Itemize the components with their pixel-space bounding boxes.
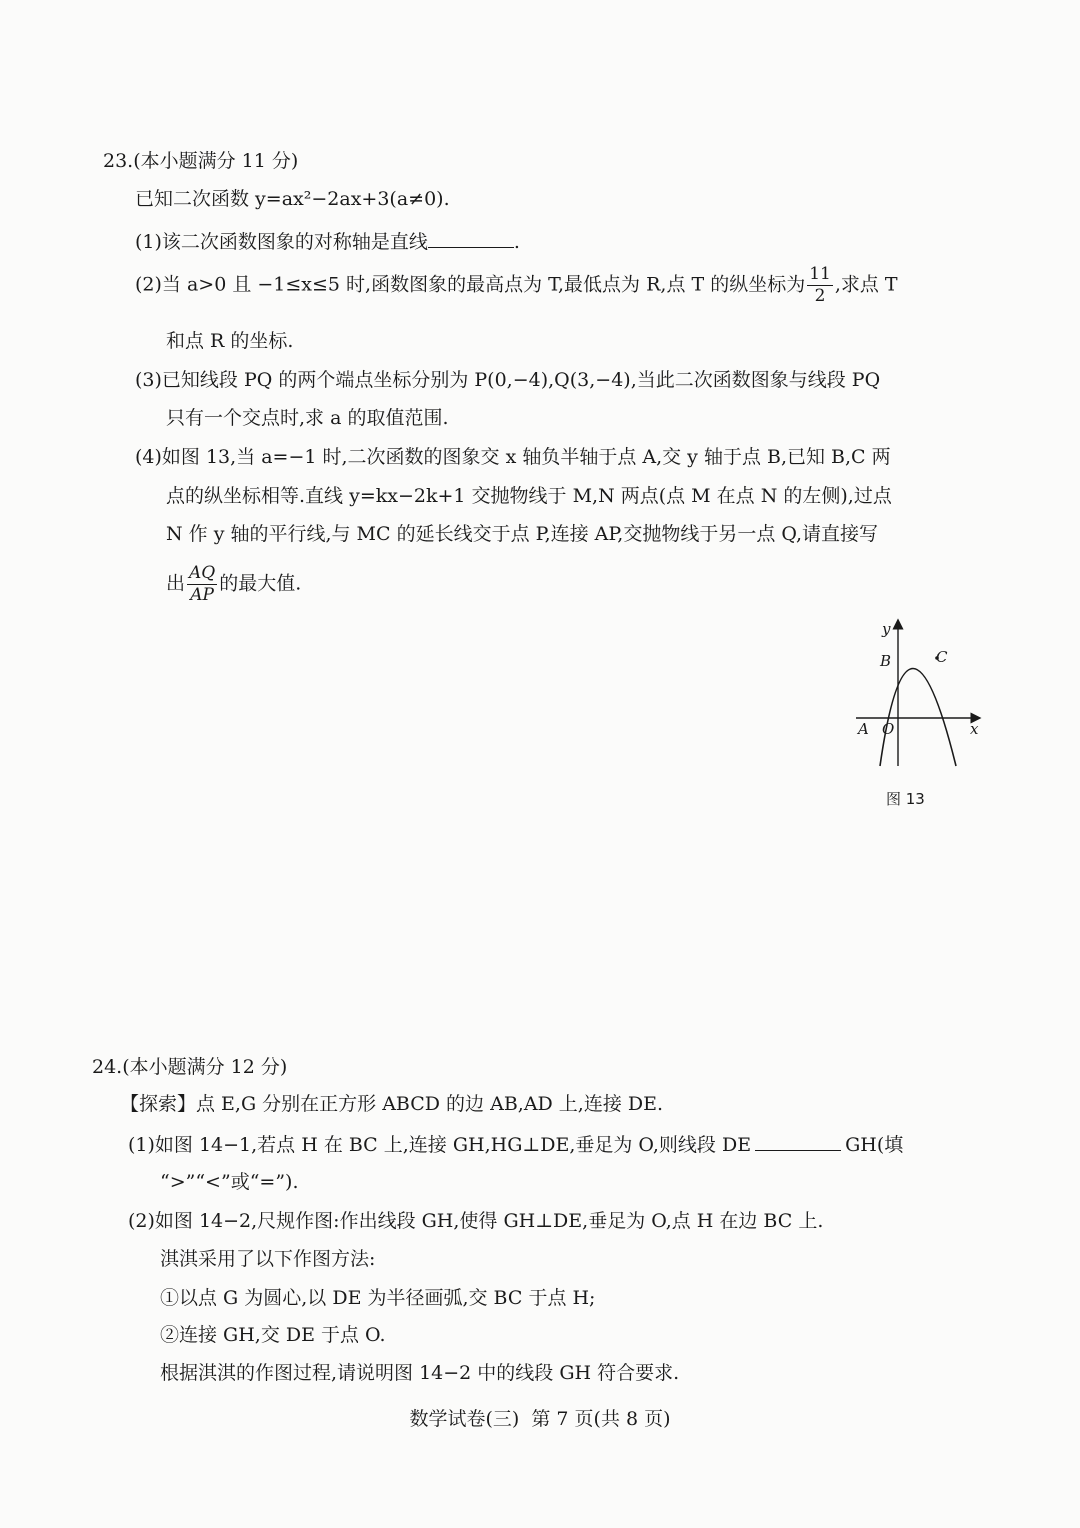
point-a-label: A bbox=[858, 720, 869, 738]
point-c-label: C bbox=[936, 648, 948, 666]
parabola-curve bbox=[880, 669, 956, 767]
q23-header: 23.(本小题满分 11 分) bbox=[103, 150, 299, 172]
page-footer: 数学试卷(三) 第 7 页(共 8 页) bbox=[409, 1408, 671, 1430]
q23-intro: 已知二次函数 y=ax²−2ax+3(a≠0). bbox=[135, 188, 450, 210]
q24-part1-text-b: GH(填 bbox=[845, 1134, 904, 1156]
fraction-eleven-halves bbox=[807, 266, 833, 305]
q23-part4-c: N 作 y 轴的平行线,与 MC 的延长线交于点 P,连接 AP,交抛物线于另一点 Q,请直接写 bbox=[166, 523, 879, 545]
fraction-denominator: AP bbox=[190, 585, 214, 605]
q24-part2: (2)如图 14−2,尺规作图:作出线段 GH,使得 GH⊥DE,垂足为 O,点 H 在边 BC 上. bbox=[128, 1210, 824, 1232]
x-axis-label: x bbox=[970, 720, 979, 738]
figure-13-caption: 图 13 bbox=[886, 790, 925, 808]
q23-part2-cont: 和点 R 的坐标. bbox=[166, 330, 294, 352]
q23-part4-a: (4)如图 13,当 a=−1 时,二次函数的图象交 x 轴负半轴于点 A,交 y 轴于点 B,已知 B,C 两 bbox=[135, 446, 891, 468]
q23-part4-b: 点的纵坐标相等.直线 y=kx−2k+1 交抛物线于 M,N 两点(点 M 在点 N 的左侧),过点 bbox=[166, 485, 892, 507]
q24-conclude: 根据淇淇的作图过程,请说明图 14−2 中的线段 GH 符合要求. bbox=[160, 1362, 680, 1384]
q23-part3-a: (3)已知线段 PQ 的两个端点坐标分别为 P(0,−4),Q(3,−4),当此二次函数图象与线段 PQ bbox=[135, 369, 881, 391]
fraction-aq-ap bbox=[187, 565, 217, 604]
answer-blank bbox=[755, 1134, 841, 1151]
q23-part2-text-a: (2)当 a>0 且 −1≤x≤5 时,函数图象的最高点为 T,最低点为 R,点 T 的纵坐标为 bbox=[135, 273, 806, 296]
q24-part1-text-a: (1)如图 14−1,若点 H 在 BC 上,连接 GH,HG⊥DE,垂足为 O,则线段 DE bbox=[128, 1134, 752, 1156]
q23-part1-text: (1)该二次函数图象的对称轴是直线 bbox=[135, 231, 428, 253]
q23-part4-d bbox=[166, 565, 301, 604]
fraction-denominator: 2 bbox=[814, 286, 826, 306]
q24-header: 24.(本小题满分 12 分) bbox=[92, 1056, 288, 1078]
q24-part1-cont: “>”“<”或“=”). bbox=[160, 1171, 299, 1193]
q23-part2 bbox=[135, 266, 898, 305]
y-axis-label: y bbox=[882, 620, 891, 638]
origin-label: O bbox=[882, 720, 895, 738]
q24-step2: ②连接 GH,交 DE 于点 O. bbox=[160, 1324, 386, 1346]
q23-part1 bbox=[135, 231, 520, 252]
figure-13-parabola bbox=[848, 616, 988, 776]
q24-explore: 【探索】点 E,G 分别在正方形 ABCD 的边 AB,AD 上,连接 DE. bbox=[120, 1093, 664, 1115]
q23-part4-d-post: 的最大值. bbox=[219, 572, 302, 595]
q24-step1: ①以点 G 为圆心,以 DE 为半径画弧,交 BC 于点 H; bbox=[160, 1287, 596, 1309]
q23-part1-end: . bbox=[513, 231, 520, 253]
fraction-numerator: 11 bbox=[809, 264, 831, 284]
answer-blank bbox=[428, 231, 514, 248]
q23-part4-d-pre: 出 bbox=[166, 572, 186, 595]
q23-part2-text-b: ,求点 T bbox=[834, 273, 898, 296]
fraction-numerator: AQ bbox=[189, 563, 216, 583]
point-b-label: B bbox=[880, 652, 892, 670]
q24-part1 bbox=[128, 1134, 903, 1155]
q23-part3-b: 只有一个交点时,求 a 的取值范围. bbox=[166, 407, 449, 429]
q24-method: 淇淇采用了以下作图方法: bbox=[160, 1248, 376, 1270]
